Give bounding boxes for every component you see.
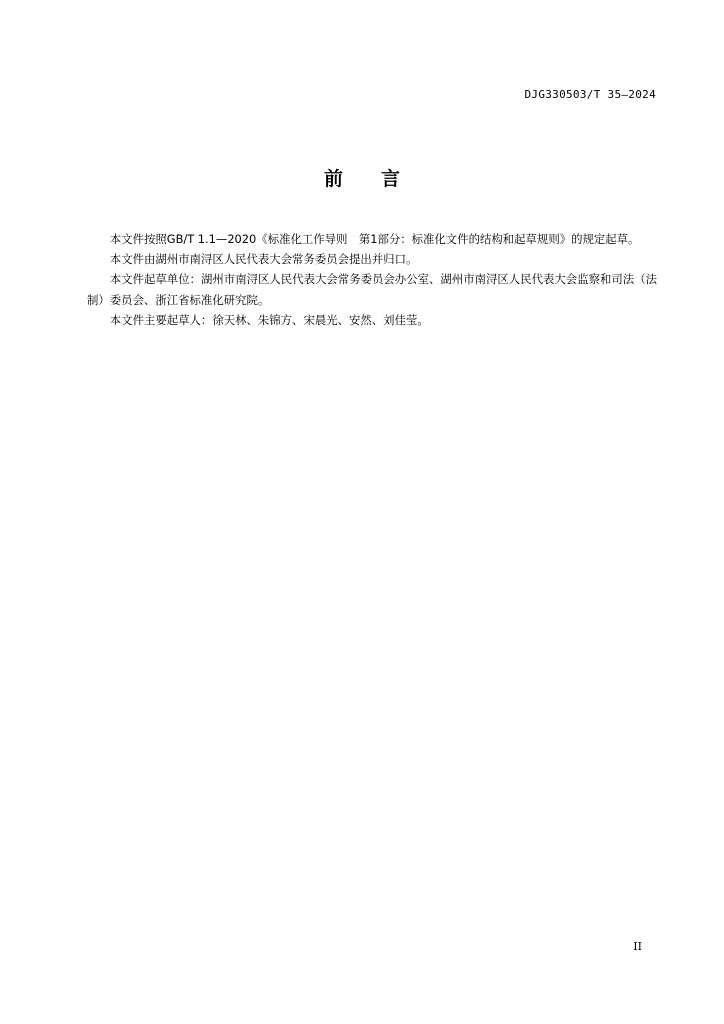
section-title [0, 164, 724, 191]
paragraph-standard-basis: 本文件按照GB/T 1.1—2020《标准化工作导则 第1部分：标准化文件的结构和起草规则》的规定起草。 [109, 232, 640, 246]
paragraph-drafters: 本文件主要起草人：徐天林、朱锦方、宋晨光、安然、刘佳莹。 [109, 312, 429, 327]
page-number: II [633, 940, 642, 953]
paragraph-drafting-units: 本文件起草单位：湖州市南浔区人民代表大会常务委员会办公室、湖州市南浔区人民代表大会监察和司法（法制）委员会、浙江省标准化研究院。 [87, 272, 657, 307]
paragraph-proposer: 本文件由湖州市南浔区人民代表大会常务委员会提出并归口。 [109, 252, 418, 267]
section-title-second-char: 言 [381, 168, 401, 190]
foreword-body [87, 229, 657, 330]
document-code: DJG330503/T 35—2024 [524, 88, 656, 101]
section-title-first-char: 前 [323, 168, 343, 190]
